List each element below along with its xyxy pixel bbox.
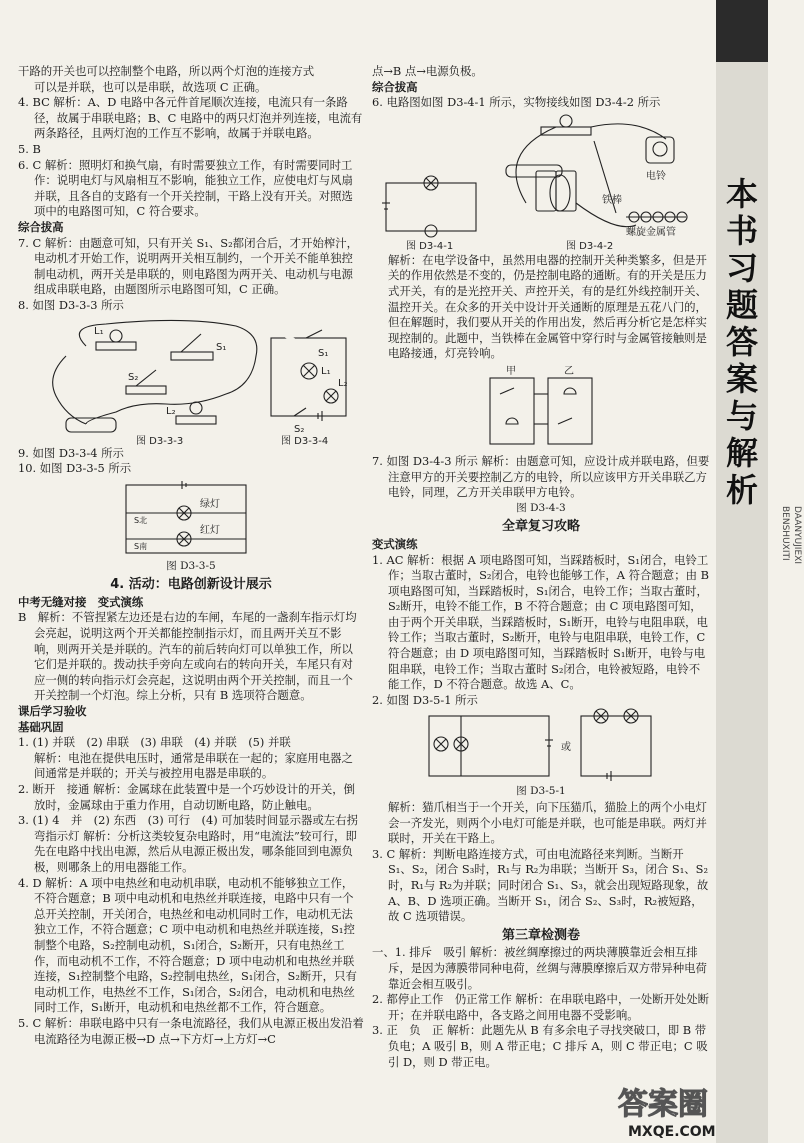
caption-d3-3-5: 图 D3-3-5 (166, 559, 216, 572)
answer-1 (372, 945, 710, 992)
figure-d3-5-1 (421, 710, 661, 784)
explanation: 解析：照明灯和换气扇，有时需要独立工作，有时需要同时工作：说明电灯与风扇相互不影响，能独立工作，应使电灯与风扇并联，且各自的支路有一个开关控制，干路上没有开关。对照选项中的电路图可知，C 符合要求。 (34, 157, 353, 219)
label-red-lamp: 红灯 (200, 524, 220, 536)
circuit-diagram-figure (382, 176, 476, 237)
section-title: 4. 活动：电路创新设计展示 (110, 577, 272, 593)
tab-block (716, 0, 768, 62)
label-s1: S北 (134, 515, 148, 525)
label-s2: S南 (134, 541, 148, 551)
answer-4 (18, 95, 364, 142)
side-pinyin: BENSHUXITI (780, 506, 790, 561)
answer-label: 5. C (18, 1015, 42, 1030)
label-l1: L₁ (94, 325, 104, 337)
answer-label: 7. C (18, 235, 42, 250)
label-bell: 电铃 (646, 170, 666, 182)
answer-4 (18, 876, 364, 1016)
section-heading: 课后学习验收 (18, 704, 87, 719)
answer-5: 5. B (18, 141, 41, 156)
answer-label: 4. BC (18, 95, 50, 110)
answer-b: B 解析：不管捏紧左边还是右边的车闸，车尾的一盏刹车指示灯均会亮起，说明这两个开关都能控制指示灯，而且两开关互不影响，则两开关是并联的。汽车的前后转向灯可以单独工作，所以它们是并联的。拨动扶手旁向左或向右的转向开关，车尾只有对应一侧的转向指示灯会亮起，这说明由两个开关控制，而且一个开关控制一个灯泡。综上分析，只有 B 选项符合题意。 (18, 610, 357, 703)
explanation: 解析：判断电路连接方式，可由电流路径来判断。当断开 S₁、S₂，闭合 S₃时，R₁与 R₂为串联；当断开 S₃，闭合 S₁、S₂时，R₁与 R₂为并联；同时闭合 S₁、S₃，就会出现短路现象，故 A、B、D 选项正确。当断开 S₁，闭合 S₂、S₃时，R₂被短路，故 C 选项错误。 (388, 846, 709, 924)
left-column (18, 64, 364, 1047)
label-s2: S₂ (128, 371, 139, 383)
text-line: 点→B 点→电源负极。 (372, 64, 483, 78)
explanation: 解析：A、D 电路中各元件首尾顺次连接，电流只有一条路径，故属于串联电路；B、C 电路中的两只灯泡并列连接，电流有两条路径，且两灯泡的工作互不影响，故属于并联电路。 (34, 95, 363, 141)
explanation: 解析：由题意可知，只有开关 S₁、S₂都闭合后，才开始榨汁，电动机才开始工作，说明两开关相互制约，一个开关不能单独控制电动机，两开关是串联的，则电路图为两开关、电动机与电源组成串联电路，由题图所示电路图可知，C 正确。 (34, 235, 358, 297)
caption-d3-3-3: 图 D3-3-3 (136, 435, 184, 447)
answer-1 (372, 553, 710, 693)
label-s2: S₂ (294, 423, 305, 435)
explanation: 解析：在电学设备中，虽然用电器的控制开关种类繁多，但是开关的作用依然是不变的，仍是控制电路的通断。有的开关是压力式开关，有的是光控开关、声控开关，有的是红外线控制开关、温控开关。在众多的开关中设计开关通断的原理是五花八门的，但在解题时，我们要从开关的作用出发，然后再分析它是怎样实现控制的。此题中，当铁棒在金属管中穿行时与金属管接触则是电路接通，灯亮铃响。 (388, 252, 707, 361)
answer-label: 2. 都停止工作 仍正常工作 (372, 992, 512, 1007)
label-yi: 乙 (564, 365, 574, 377)
caption-d3-4-3: 图 D3-4-3 (516, 501, 566, 514)
explanation: 解析：金属球在此装置中是一个巧妙设计的开关，倒放时，金属球由于重力作用，自动切断电路，防止触电。 (34, 782, 356, 812)
answer-6: 6. 电路图如图 D3-4-1 所示，实物接线如图 D3-4-2 所示 (372, 95, 661, 110)
right-column (372, 64, 710, 1070)
figure-d3-4-3 (486, 364, 596, 454)
answer-label: 7. 如图 D3-4-3 所示 (372, 453, 478, 468)
answer-3 (372, 1023, 710, 1070)
label-iron: 铁棒 (602, 194, 622, 206)
label-l1: L₁ (321, 365, 331, 377)
explanation: 解析：此题先从 B 有多余电子寻找突破口，即 B 带负电；A 吸引 B，则 A 带正电；C 排斥 A，则 C 带正电；C 吸引 D，则 D 带正电。 (388, 1023, 708, 1069)
explanation: 解析：根据 A 项电路图可知，当踩踏板时，S₁闭合，电铃工作；当取古董时，S₂闭合，电铃也能够工作，A 符合题意；由 B 项电路图可知，当踩踏板时，S₁闭合，电铃工作；当取古董时，S₂断开，电铃不能工作，B 不符合题意；由 C 项电路图可知，由于两个开关串联，当踩踏板时，S₁断开，电铃与电阻串联，电铃工作；当取古董时，S₂断开，电铃与电阻串联，电铃工作，C 符合题意；由 D 项电路图可知，当踩踏板时 S₁断开，电铃与电阻串联，电铃工作；当取古董时 S₂闭合，电铃被短路，电铃不能工作，D 不符合题意。故选 A、C。 (388, 552, 709, 692)
answer-label: 一、1. 排斥 吸引 (372, 945, 467, 960)
answer-8: 8. 如图 D3-3-3 所示 (18, 297, 124, 312)
explanation: 解析：在串联电路中，一处断开处处断开；在并联电路中，各支路之间用电器不受影响。 (388, 992, 710, 1022)
section-heading: 综合拔高 (18, 219, 64, 234)
watermark-logo (610, 1080, 760, 1142)
side-title: 本书习题答案与解析 (725, 175, 758, 509)
circuit-diagram-figure (271, 330, 346, 421)
explanation: 解析：电池在提供电压时，通常是串联在一起的；家庭用电器之间通常是并联的；开关与被控用电器是串联的。 (34, 750, 353, 781)
label-coil: 螺旋金属管 (626, 226, 676, 238)
answer-10: 10. 如图 D3-3-5 所示 (18, 461, 132, 476)
label-l2: L₂ (338, 377, 348, 389)
explanation: 解析：串联电路中只有一条电流路径，我们从电源正极出发沿着电流路径为电源正极→D 点→下方灯→上方灯→C (34, 1015, 364, 1046)
label-s1: S₁ (318, 347, 329, 359)
explanation: 解析：被丝绸摩擦过的两块薄膜靠近会相互排斥，是因为薄膜带同种电荷，丝绸与薄膜摩擦后双方带异种电荷靠近会相互吸引。 (388, 945, 707, 991)
section-heading: 变式演练 (372, 536, 418, 551)
answer-3 (18, 813, 364, 875)
answer-2: 2. 如图 D3-5-1 所示 (372, 692, 478, 707)
figures-d3-4-1-and-2 (376, 113, 706, 253)
label-green-lamp: 绿灯 (200, 498, 220, 510)
explanation: 解析：分析这类较复杂电路时，用“电流法”较可行，即先在电路中找出电源，然后从电源正极出发，哪条能回到电源负极，则哪条上的用电器能工作。 (34, 828, 357, 874)
answer-label: 6. C (18, 157, 42, 172)
explanation: 解析：猫爪相当于一个开关，向下压猫爪，猫脸上的两个小电灯会一齐发光，则两个小电灯可能是并联，也可能是串联。两灯并联时，开关在干路上。 (388, 800, 707, 846)
answer-7 (18, 236, 364, 298)
watermark-title: 答案圈 (618, 1087, 708, 1122)
answer-2 (18, 782, 364, 813)
label-s1: S₁ (216, 341, 227, 353)
figure-d3-3-5 (116, 479, 266, 559)
answer-label: 3. (1) 4 并 (2) 东西 (3) 可行 (4) 可加装时间显示器或左右拐弯指示灯 (18, 813, 358, 843)
section-heading: 中考无缝对接 变式演练 (18, 594, 144, 609)
caption-d3-4-1: 图 D3-4-1 (406, 240, 454, 252)
side-pinyin: DAANYUJIEXI (792, 506, 802, 564)
explanation: 解析：A 项中电热丝和电动机串联，电动机不能够独立工作，不符合题意；B 项中电动机和电热丝并联连接，电路中只有一个总开关控制，开关闭合，电热丝和电动机同时工作，电动机无法独立工作，不符合题意；C 项中电动机和电热丝并联连接，S₁控制整个电路，S₂控制电动机，S₁闭合，S₂断开，只有电热丝工作，而电动机不工作，不符合题意；D 项中电动机和电热丝并联连接，S₁控制整个电路，S₂控制电热丝，S₁闭合，S₂断开，只有电动机工作，电热丝不工作，S₁闭合，S₂闭合，电动机和电热丝同时工作，S₁断开，电动机和电热丝都不工作，符合题意。 (34, 875, 357, 1015)
text-line: 可以是并联，也可以是串联，故选项 C 正确。 (34, 79, 267, 94)
answer-label: 1. AC (372, 552, 404, 567)
caption-d3-3-4: 图 D3-3-4 (281, 435, 329, 447)
label-jia: 甲 (506, 365, 516, 377)
answer-1: 1. (1) 并联 (2) 串联 (3) 串联 (4) 并联 (5) 并联 (18, 735, 291, 750)
physical-circuit-figure (53, 320, 257, 432)
section-title: 第三章检测卷 (501, 927, 580, 943)
answer-label: 3. 正 负 正 (372, 1023, 444, 1038)
side-tab (716, 0, 802, 1143)
answer-label: 3. C (372, 846, 396, 861)
label-or: 或 (561, 742, 571, 754)
answer-5 (18, 1016, 364, 1047)
text-line: 干路的开关也可以控制整个电路，所以两个灯泡的连接方式 (18, 64, 315, 78)
figures-d3-3-3-and-4 (26, 316, 356, 446)
answer-3 (372, 847, 710, 925)
answer-7 (372, 454, 710, 501)
label-l2: L₂ (166, 405, 176, 417)
section-title: 全章复习攻略 (501, 519, 580, 535)
section-subheading: 基础巩固 (18, 719, 64, 734)
answer-6 (18, 158, 364, 220)
explanation: 解析：由题意可知，应设计成并联电路，但要注意甲方的开关要控制乙方的电铃，所以应该甲方开关串联乙方电铃，同理，乙方开关串联甲方电铃。 (388, 453, 710, 500)
answer-2 (372, 992, 710, 1023)
watermark-domain: MXQE.COM (628, 1124, 716, 1140)
caption-d3-5-1: 图 D3-5-1 (516, 785, 566, 798)
section-heading: 综合拔高 (372, 79, 418, 94)
answer-label: 2. 断开 接通 (18, 782, 90, 796)
answer-9: 9. 如图 D3-3-4 所示 (18, 445, 124, 460)
answer-label: 4. D (18, 875, 42, 890)
caption-d3-4-2: 图 D3-4-2 (566, 240, 614, 252)
